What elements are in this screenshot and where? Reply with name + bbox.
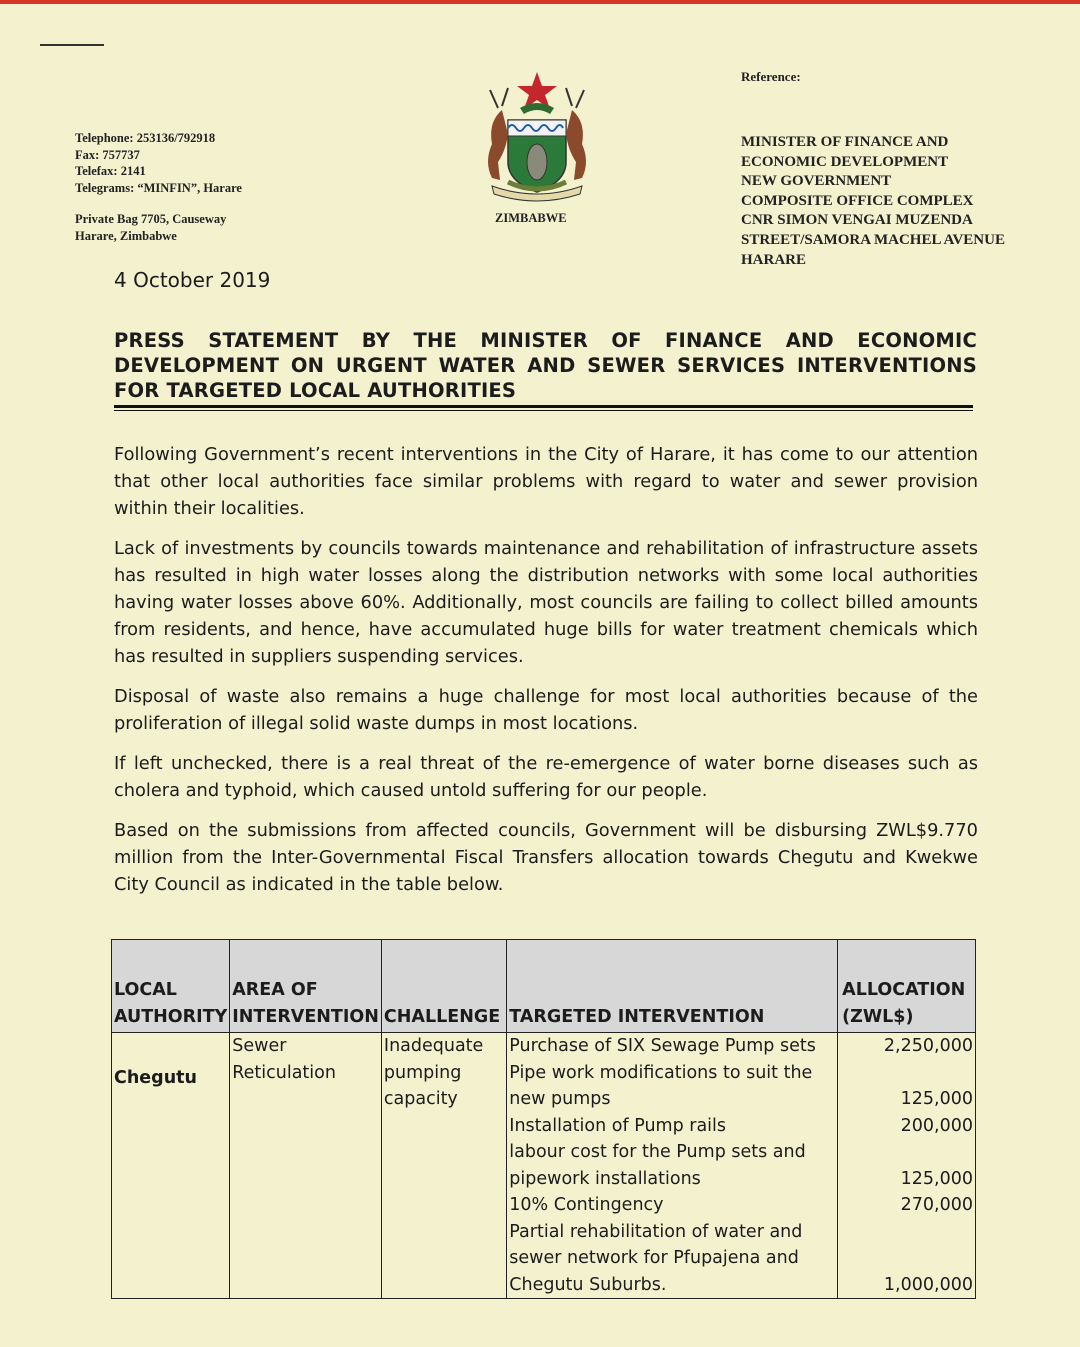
table-row	[112, 1033, 976, 1060]
title-rule-thick	[114, 405, 973, 408]
cell-allocation: 200,000	[838, 1113, 976, 1140]
ministry-address-line: CNR SIMON VENGAI MUZENDA	[741, 212, 973, 229]
telephone-line: Telephone: 253136/792918	[75, 131, 216, 145]
cell-allocation: 1,000,000	[838, 1219, 976, 1299]
zimbabwe-coat-of-arms-icon	[462, 70, 612, 206]
cell-local-authority: Chegutu	[112, 1033, 230, 1299]
cell-allocation: 270,000	[838, 1192, 976, 1219]
cell-intervention: 10% Contingency	[507, 1192, 838, 1219]
contact-block	[75, 130, 242, 196]
address-line: Harare, Zimbabwe	[75, 228, 177, 243]
ministry-address-line: ECONOMIC DEVELOPMENT	[741, 153, 949, 170]
header-allocation: ALLOCATION (ZWL$)	[838, 940, 976, 1033]
cell-intervention: Purchase of SIX Sewage Pump sets	[507, 1033, 838, 1060]
telegrams-line: Telegrams: “MINFIN”, Harare	[75, 180, 242, 195]
statement-body	[114, 441, 978, 911]
statement-date: 4 October 2019	[114, 268, 271, 292]
header-area-of-intervention: AREA OF INTERVENTION	[230, 940, 382, 1033]
paragraph: Following Government’s recent interventions in the City of Harare, it has come to our attention that other local authorities face similar problems with regard to water and sewer provision within their localities.	[114, 444, 978, 519]
header-challenge: CHALLENGE	[381, 940, 506, 1033]
fax-line: Fax: 757737	[75, 147, 140, 162]
cell-intervention: Partial rehabilitation of water and sewer network for Pfupajena and Chegutu Suburbs.	[507, 1219, 838, 1299]
paragraph: Disposal of waste also remains a huge challenge for most local authorities because of the proliferation of illegal solid waste dumps in most locations.	[114, 686, 978, 734]
cell-allocation: 125,000	[838, 1139, 976, 1192]
cell-intervention: Installation of Pump rails	[507, 1113, 838, 1140]
statement-title: PRESS STATEMENT BY THE MINISTER OF FINANCE AND ECONOMIC DEVELOPMENT ON URGENT WATER AND SEWER SERVICES INTERVENTIONS FOR TARGETED LOCAL AUTHORITIES	[114, 329, 977, 402]
allocation-table	[111, 939, 976, 1299]
telefax-line: Telefax: 2141	[75, 164, 146, 178]
postal-address	[75, 211, 226, 244]
ministry-address	[741, 133, 1005, 270]
header-local-authority: LOCAL AUTHORITY	[112, 940, 230, 1033]
table-header-row	[112, 940, 976, 1033]
ministry-address-line: COMPOSITE OFFICE COMPLEX	[741, 192, 974, 209]
cell-intervention: Pipe work modifications to suit the new pumps	[507, 1060, 838, 1113]
reference-label: Reference:	[741, 69, 801, 84]
ministry-address-line: MINISTER OF FINANCE AND	[741, 134, 949, 150]
cell-allocation: 2,250,000	[838, 1033, 976, 1060]
paragraph: If left unchecked, there is a real threat of the re-emergence of water borne diseases such as cholera and typhoid, which caused untold suffering for our people.	[114, 753, 978, 801]
cell-intervention: labour cost for the Pump sets and pipework installations	[507, 1139, 838, 1192]
header-dash	[40, 44, 104, 46]
ministry-address-line: NEW GOVERNMENT	[741, 173, 892, 190]
paragraph: Based on the submissions from affected councils, Government will be disbursing ZWL$9.770 million from the Inter-Governmental Fiscal Transfers allocation towards Chegutu and Kwekwe City Council as indicated in the table below.	[114, 820, 978, 895]
page-top-edge	[0, 0, 1080, 4]
header-targeted-intervention: TARGETED INTERVENTION	[507, 940, 838, 1033]
paragraph: Lack of investments by councils towards maintenance and rehabilitation of infrastructure assets has resulted in high water losses along the distribution networks with some local authorities having water losses above 60%. Additionally, most councils are failing to collect billed amounts from residents, and hence, have accumulated huge bills for water treatment chemicals which has resulted in suppliers suspending services.	[114, 538, 978, 667]
title-rule-thin	[114, 410, 973, 411]
ministry-address-line: STREET/SAMORA MACHEL AVENUE	[741, 231, 1005, 248]
ministry-address-line: HARARE	[741, 251, 807, 268]
cell-allocation: 125,000	[838, 1060, 976, 1113]
country-label: ZIMBABWE	[495, 211, 567, 225]
cell-challenge: Inadequate pumping capacity	[381, 1033, 506, 1299]
cell-area-of-intervention: Sewer Reticulation	[230, 1033, 382, 1299]
address-line: Private Bag 7705, Causeway	[75, 212, 227, 226]
